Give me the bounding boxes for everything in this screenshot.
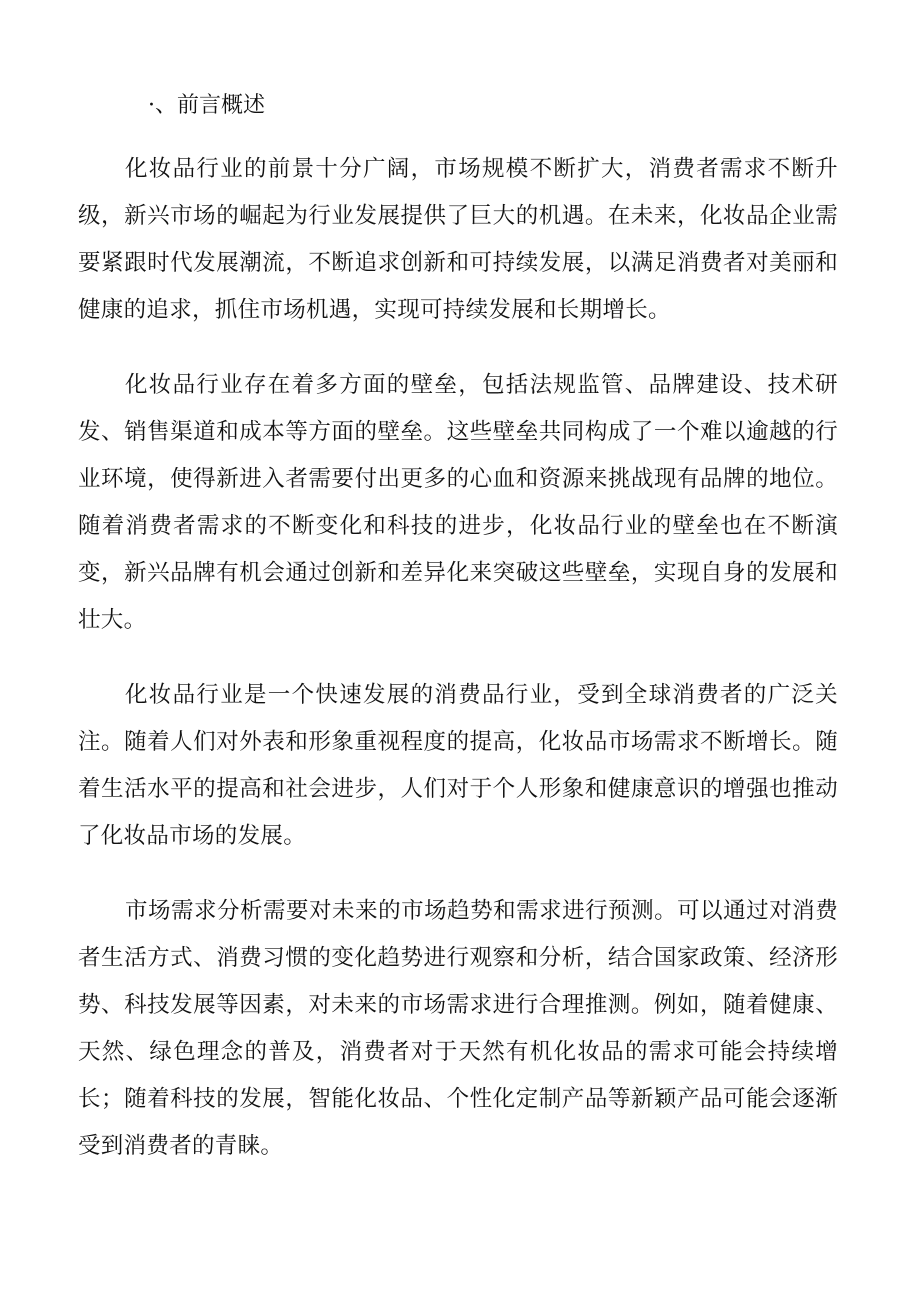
paragraph-demand-forecast: 市场需求分析需要对未来的市场趋势和需求进行预测。可以通过对消费者生活方式、消费习惯的变化趋势进行观察和分析，结合国家政策、经济形势、科技发展等因素，对未来的市场需求进行合理推测。例如，随着健康、天然、绿色理念的普及，消费者对于天然有机化妆品的需求可能会持续增长；随着科技的发展，智能化妆品、个性化定制产品等新颖产品可能会逐渐受到消费者的青睐。 — [78, 898, 838, 1159]
paragraph-outlook: 化妆品行业的前景十分广阔，市场规模不断扩大，消费者需求不断升级，新兴市场的崛起为行业发展提供了巨大的机遇。在未来，化妆品企业需要紧跟时代发展潮流，不断追求创新和可持续发展，以满足消费者对美丽和健康的追求，抓住市场机遇，实现可持续发展和长期增长。 — [78, 156, 838, 323]
paragraph-demand-growth: 化妆品行业是一个快速发展的消费品行业，受到全球消费者的广泛关注。随着人们对外表和形象重视程度的提高，化妆品市场需求不断增长。随着生活水平的提高和社会进步，人们对于个人形象和健康意识的增强也推动了化妆品市场的发展。 — [78, 682, 838, 849]
document-page — [78, 88, 838, 1198]
paragraph-barriers: 化妆品行业存在着多方面的壁垒，包括法规监管、品牌建设、技术研发、销售渠道和成本等方面的壁垒。这些壁垒共同构成了一个难以逾越的行业环境，使得新进入者需要付出更多的心血和资源来挑战现有品牌的地位。随着消费者需求的不断变化和科技的进步，化妆品行业的壁垒也在不断演变，新兴品牌有机会通过创新和差异化来突破这些壁垒，实现自身的发展和壮大。 — [78, 372, 838, 633]
section-heading: ·、前言概述 — [148, 93, 265, 118]
